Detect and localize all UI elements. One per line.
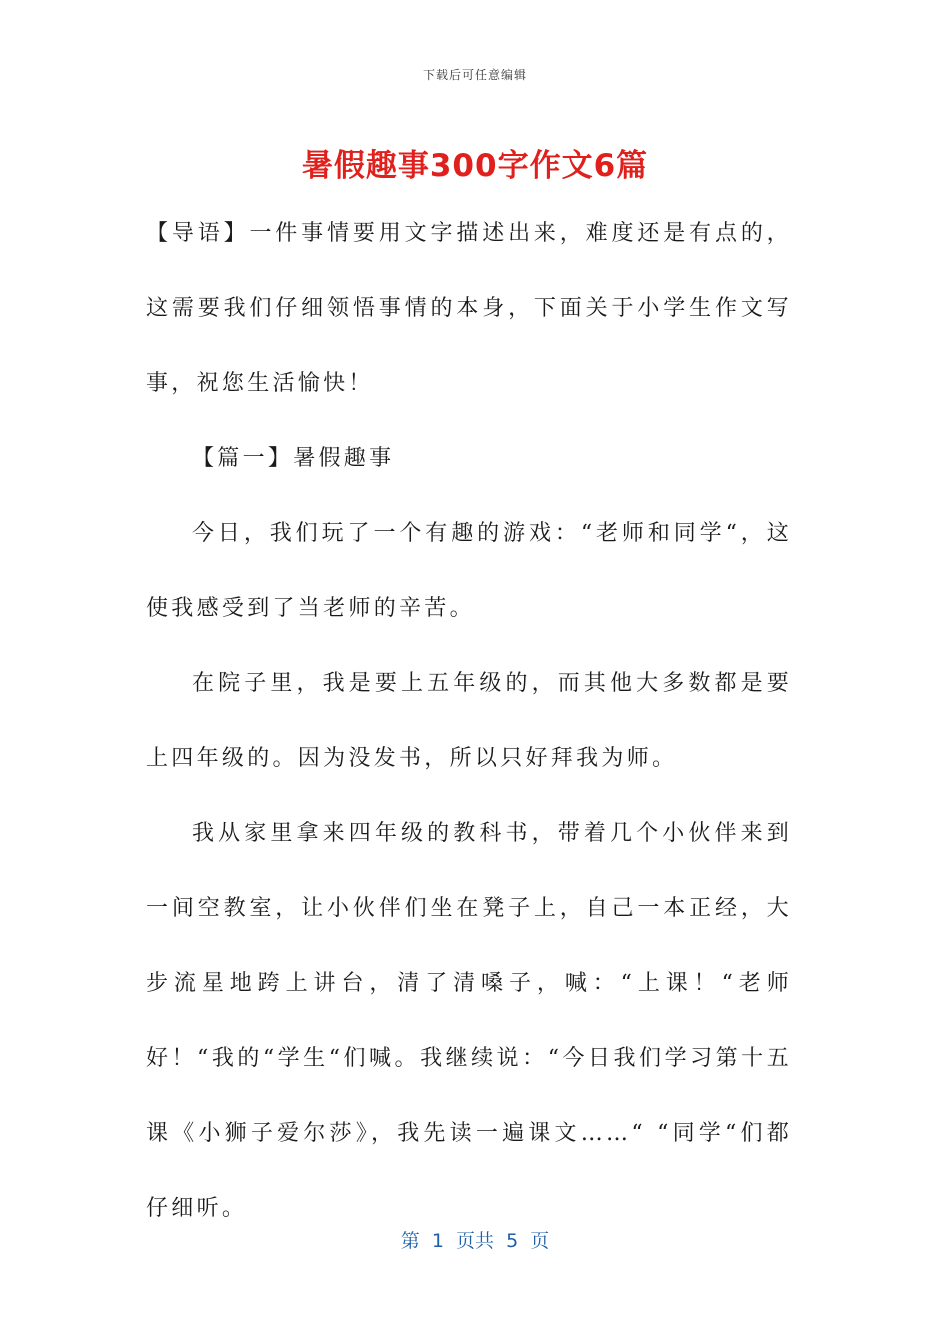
document-title: 暑假趣事300字作文6篇 [301, 148, 649, 184]
body-paragraph: 在院子里，我是要上五年级的，而其他大多数都是要上四年级的。因为没发书，所以只好拜我为师。 [146, 671, 792, 771]
intro-paragraph: 【导语】一件事情要用文字描述出来，难度还是有点的，这需要我们仔细领悟事情的本身，下面关于小学生作文写事，祝您生活愉快！ [146, 221, 792, 396]
document-body [146, 196, 792, 1246]
section-heading: 【篇一】暑假趣事 [192, 446, 395, 471]
body-paragraph: 今日，我们玩了一个有趣的游戏：“老师和同学“，这使我感受到了当老师的辛苦。 [146, 521, 792, 621]
body-paragraph: 我从家里拿来四年级的教科书，带着几个小伙伴来到一间空教室，让小伙伴们坐在凳子上，自己一本正经，大步流星地跨上讲台，清了清嗓子，喊：“上课！“老师好！“我的“学生“们喊。我继续说：“今日我们学习第十五课《小狮子爱尔莎》，我先读一遍课文……“ “同学“们都仔细听。 [146, 821, 792, 1221]
header-note: 下载后可任意编辑 [422, 68, 527, 82]
page-number-footer: 第 1 页共 5 页 [400, 1230, 550, 1252]
